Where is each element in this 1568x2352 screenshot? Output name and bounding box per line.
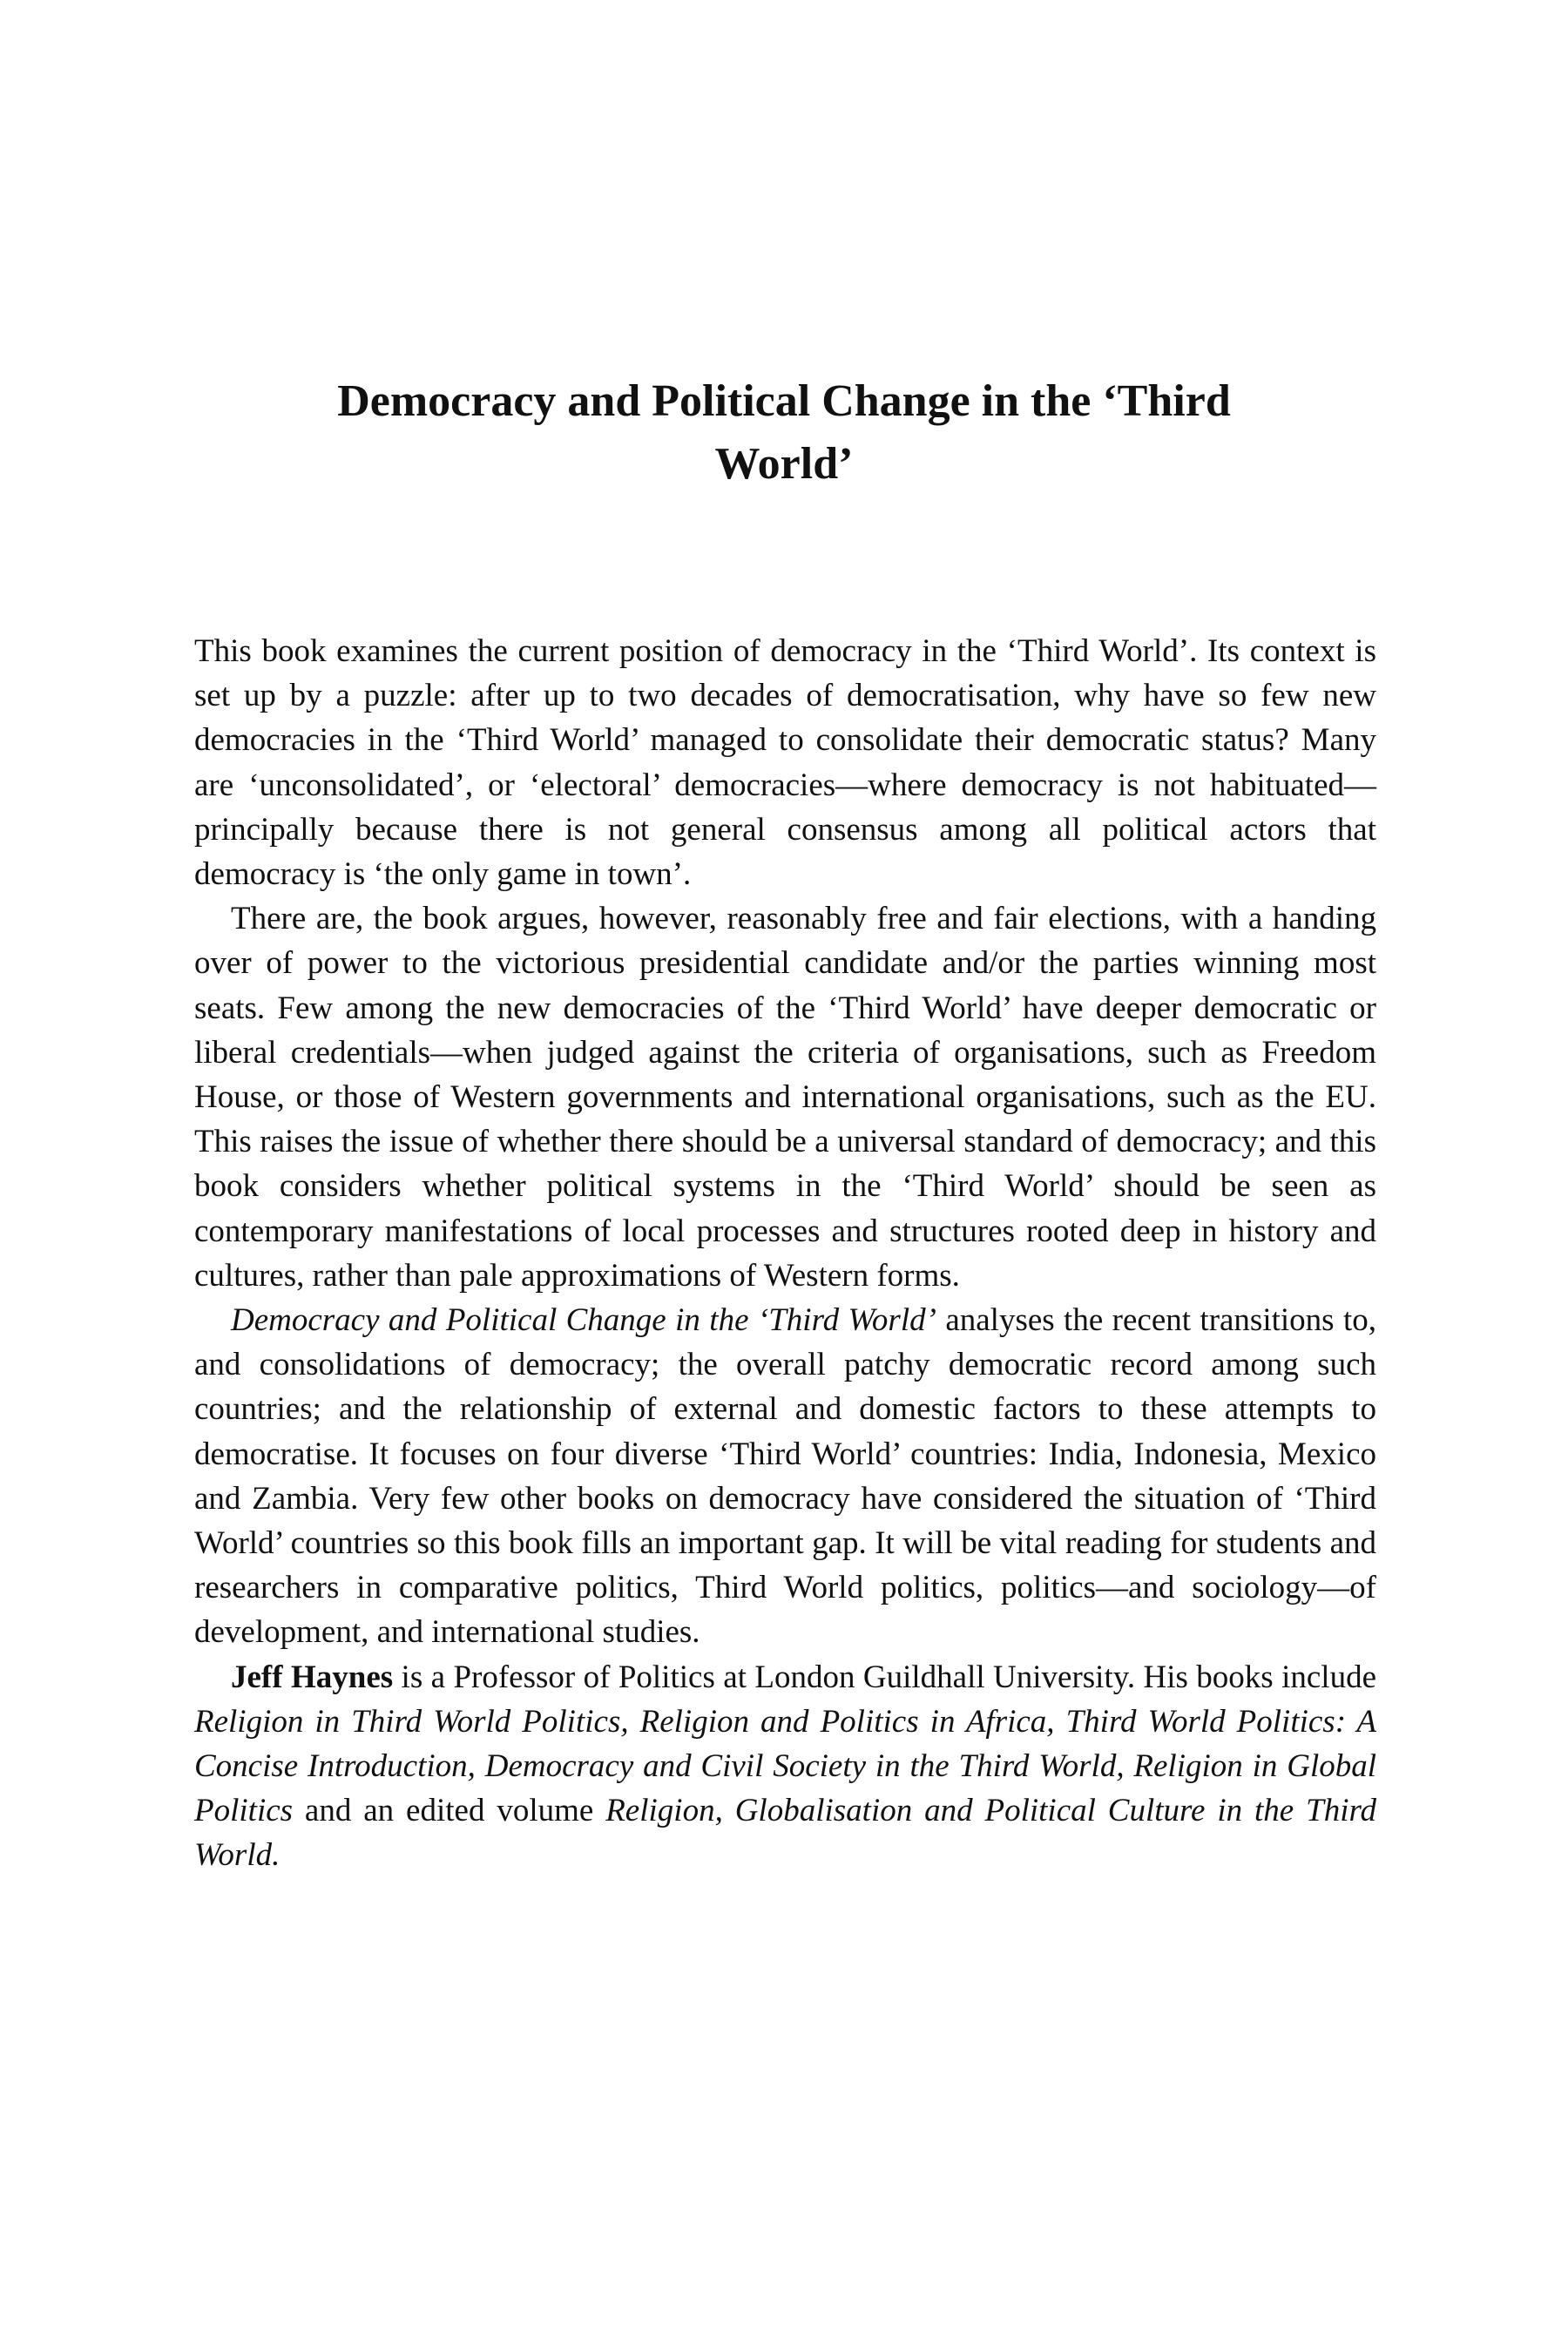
- paragraph-intro: This book examines the current position of democracy in the ‘Third World’. Its context is set up by a puzzle: after up to two decades of democratisation, why have so few new democracies in the ‘Third World’ managed to consolidate their democratic status? Many are ‘unconsolidated’, or ‘electoral’ democracies—where democracy is not habituated—principally because there is not general consensus among all political actors that democracy is ‘the only game in town’.: [194, 633, 1376, 893]
- paragraph-author-bio: [194, 1655, 1376, 1878]
- paragraph-analysis-text: analyses the recent transitions to, and consolidations of democracy; the overall patchy democratic record among such countries; and the relationship of external and domestic factors to these attempts to democratise. It focuses on four diverse ‘Third World’ countries: India, Indonesia, Mexico and Zambia. Very few other books on democracy have considered the situation of ‘Third World’ countries so this book fills an important gap. It will be vital reading for students and researchers in comparative politics, Third World politics, politics—and sociology—of development, and international studies.: [194, 1302, 1376, 1651]
- paragraph-analysis: [194, 1298, 1376, 1655]
- book-title-italic: Democracy and Political Change in the ‘Third World’: [231, 1302, 936, 1339]
- author-bio-text: is a Professor of Politics at London Guildhall University. His books include: [393, 1659, 1376, 1695]
- author-books: Religion in Third World Politics, Religion and Politics in Africa, Third World Politics: A Concise Introduction, Democracy and Civil Society in the Third World, Religion in Global Politics: [194, 1703, 1376, 1829]
- paragraph-argument: There are, the book argues, however, reasonably free and fair elections, with a handing over of power to the victorious presidential candidate and/or the parties winning most seats. Few among the new democracies of the ‘Third World’ have deeper democratic or liberal credentials—when judged against the criteria of organisations, such as Freedom House, or those of Western governments and international organisations, such as the EU. This raises the issue of whether there should be a universal standard of democracy; and this book considers whether political systems in the ‘Third World’ should be seen as contemporary manifestations of local processes and structures rooted deep in history and cultures, rather than pale approximations of Western forms.: [194, 901, 1376, 1294]
- author-bio-text-2: and an edited volume: [293, 1793, 606, 1829]
- book-title: Democracy and Political Change in the ‘Third World’: [337, 376, 1231, 489]
- edited-volume-title: Religion, Globalisation and Political Culture in the Third World.: [194, 1793, 1376, 1874]
- book-description: [194, 629, 1376, 1878]
- author-name: Jeff Haynes: [231, 1659, 394, 1695]
